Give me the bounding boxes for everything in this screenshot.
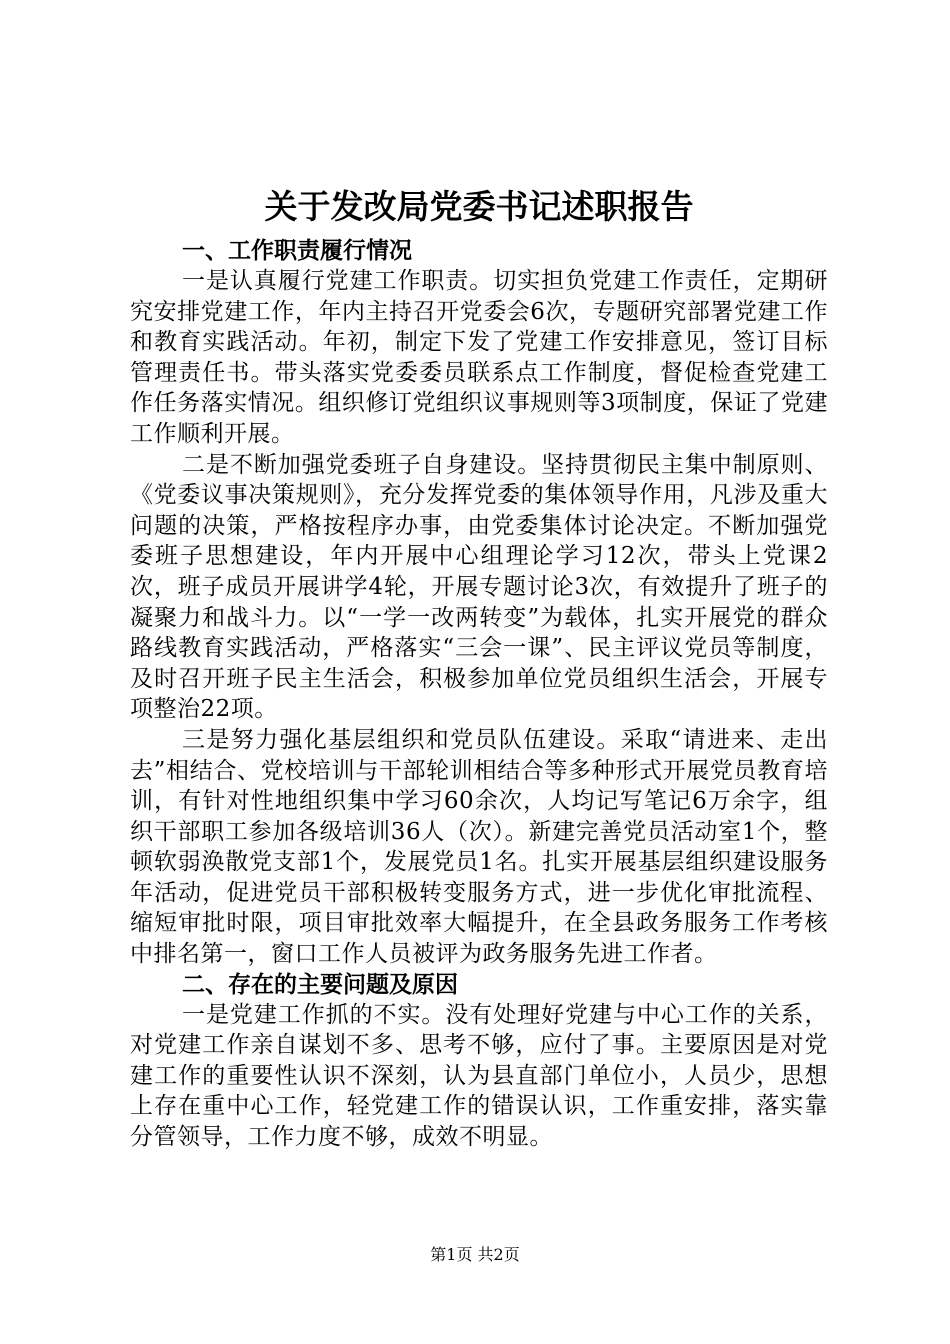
paragraph: 一是党建工作抓的不实。没有处理好党建与中心工作的关系，对党建工作亲自谋划不多、思考不够，应付了事。主要原因是对党建工作的重要性认识不深刻，认为县直部门单位小，人员少，思想上存在重中心工作，轻党建工作的错误认识，工作重安排，落实靠分管领导，工作力度不够，成效不明显。 xyxy=(130,1001,828,1151)
document-body xyxy=(130,182,828,1153)
page-number-footer: 第1页 共2页 xyxy=(430,1245,520,1264)
page-title: 关于发改局党委书记述职报告 xyxy=(264,187,694,226)
paragraph: 三是努力强化基层组织和党员队伍建设。采取“请进来、走出去”相结合、党校培训与干部轮训相结合等多种形式开展党员教育培训，有针对性地组织集中学习60余次，人均记写笔记6万余字，组织干部职工参加各级培训36人（次）。新建完善党员活动室1个，整顿软弱涣散党支部1个，发展党员1名。扎实开展基层组织建设服务年活动，促进党员干部积极转变服务方式，进一步优化审批流程、缩短审批时限，项目审批效率大幅提升，在全县政务服务工作考核中排名第一，窗口工作人员被评为政务服务先进工作者。 xyxy=(130,726,828,968)
section-heading-1: 一、工作职责履行情况 xyxy=(182,238,412,264)
paragraph: 一是认真履行党建工作职责。切实担负党建工作责任，定期研究安排党建工作，年内主持召开党委会6次，专题研究部署党建工作和教育实践活动。年初，制定下发了党建工作安排意见，签订目标管理责任书。带头落实党委委员联系点工作制度，督促检查党建工作任务落实情况。组织修订党组织议事规则等3项制度，保证了党建工作顺利开展。 xyxy=(130,268,828,447)
paragraph: 二是不断加强党委班子自身建设。坚持贯彻民主集中制原则、《党委议事决策规则》，充分发挥党委的集体领导作用，凡涉及重大问题的决策，严格按程序办事，由党委集体讨论决定。不断加强党委班子思想建设，年内开展中心组理论学习12次，带头上党课2次，班子成员开展讲学4轮，开展专题讨论3次，有效提升了班子的凝聚力和战斗力。以“一学一改两转变”为载体，扎实开展党的群众路线教育实践活动，严格落实“三会一课”、民主评议党员等制度，及时召开班子民主生活会，积极参加单位党员组织生活会，开展专项整治22项。 xyxy=(130,451,828,723)
section-heading-2: 二、存在的主要问题及原因 xyxy=(182,971,458,998)
